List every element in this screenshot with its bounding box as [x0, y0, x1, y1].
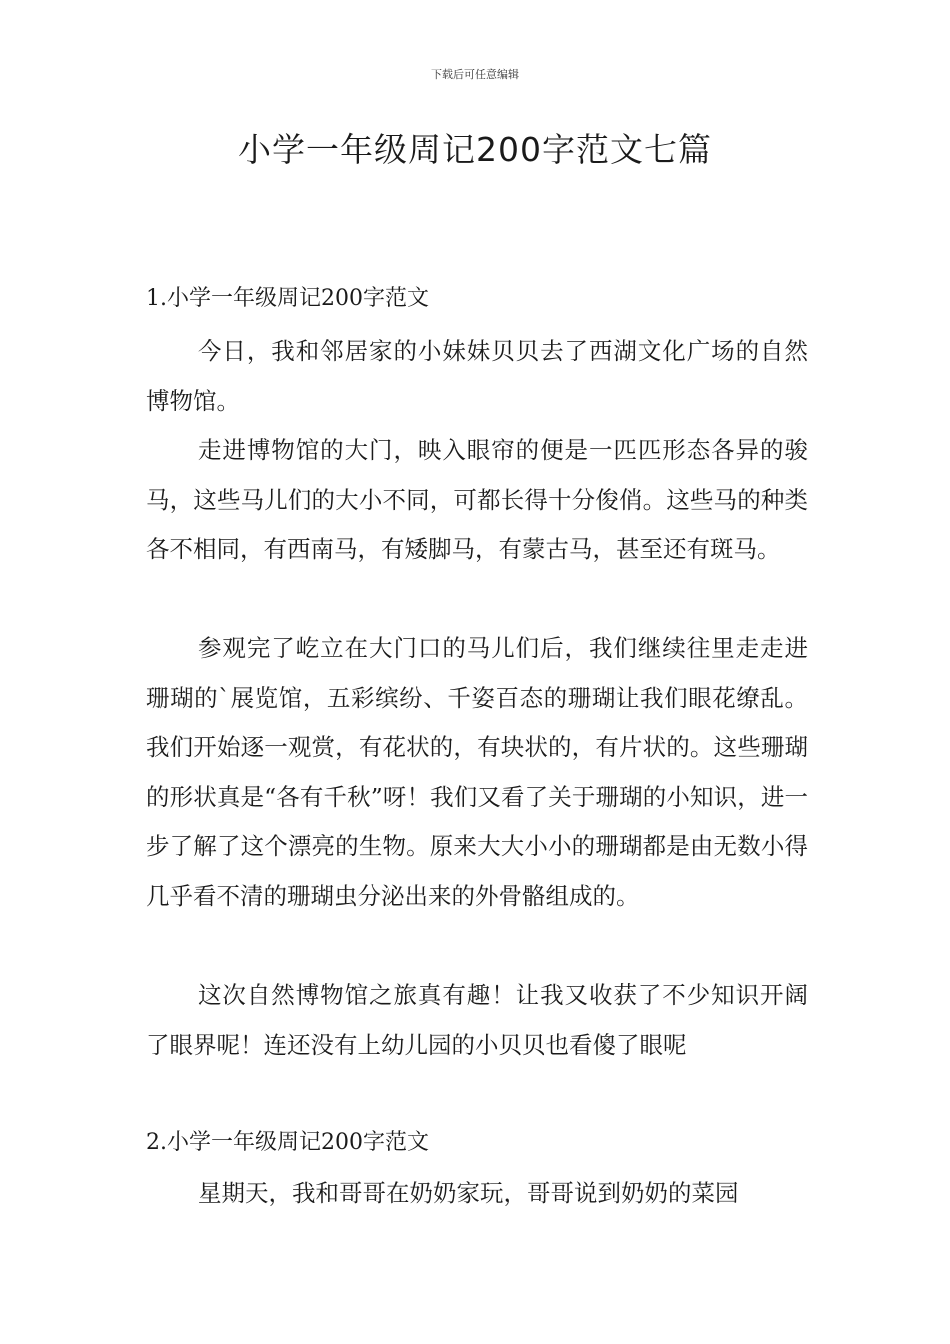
paragraph: 参观完了屹立在大门口的马儿们后，我们继续往里走走进珊瑚的`展览馆，五彩缤纷、千姿百态的珊瑚让我们眼花缭乱。我们开始逐一观赏，有花状的，有块状的，有片状的。这些珊瑚的形状真是“各有千秋”呀！我们又看了关于珊瑚的小知识，进一步了解了这个漂亮的生物。原来大大小小的珊瑚都是由无数小得几乎看不清的珊瑚虫分泌出来的外骨骼组成的。 — [146, 634, 808, 910]
section-heading-1: 1.小学一年级周记200字范文 — [146, 286, 429, 311]
paragraph: 这次自然博物馆之旅真有趣！让我又收获了不少知识开阔了眼界呢！连还没有上幼儿园的小贝贝也看傻了眼呢 — [146, 981, 808, 1059]
page-title: 小学一年级周记200字范文七篇 — [238, 130, 712, 169]
paragraph: 星期天，我和哥哥在奶奶家玩，哥哥说到奶奶的菜园 — [198, 1179, 739, 1207]
header-note: 下载后可任意编辑 — [431, 68, 519, 81]
paragraph: 走进博物馆的大门，映入眼帘的便是一匹匹形态各异的骏马，这些马儿们的大小不同，可都长得十分俊俏。这些马的种类各不相同，有西南马，有矮脚马，有蒙古马，甚至还有斑马。 — [146, 436, 808, 563]
section-heading-2: 2.小学一年级周记200字范文 — [146, 1130, 429, 1155]
paragraph: 今日，我和邻居家的小妹妹贝贝去了西湖文化广场的自然博物馆。 — [146, 337, 808, 415]
